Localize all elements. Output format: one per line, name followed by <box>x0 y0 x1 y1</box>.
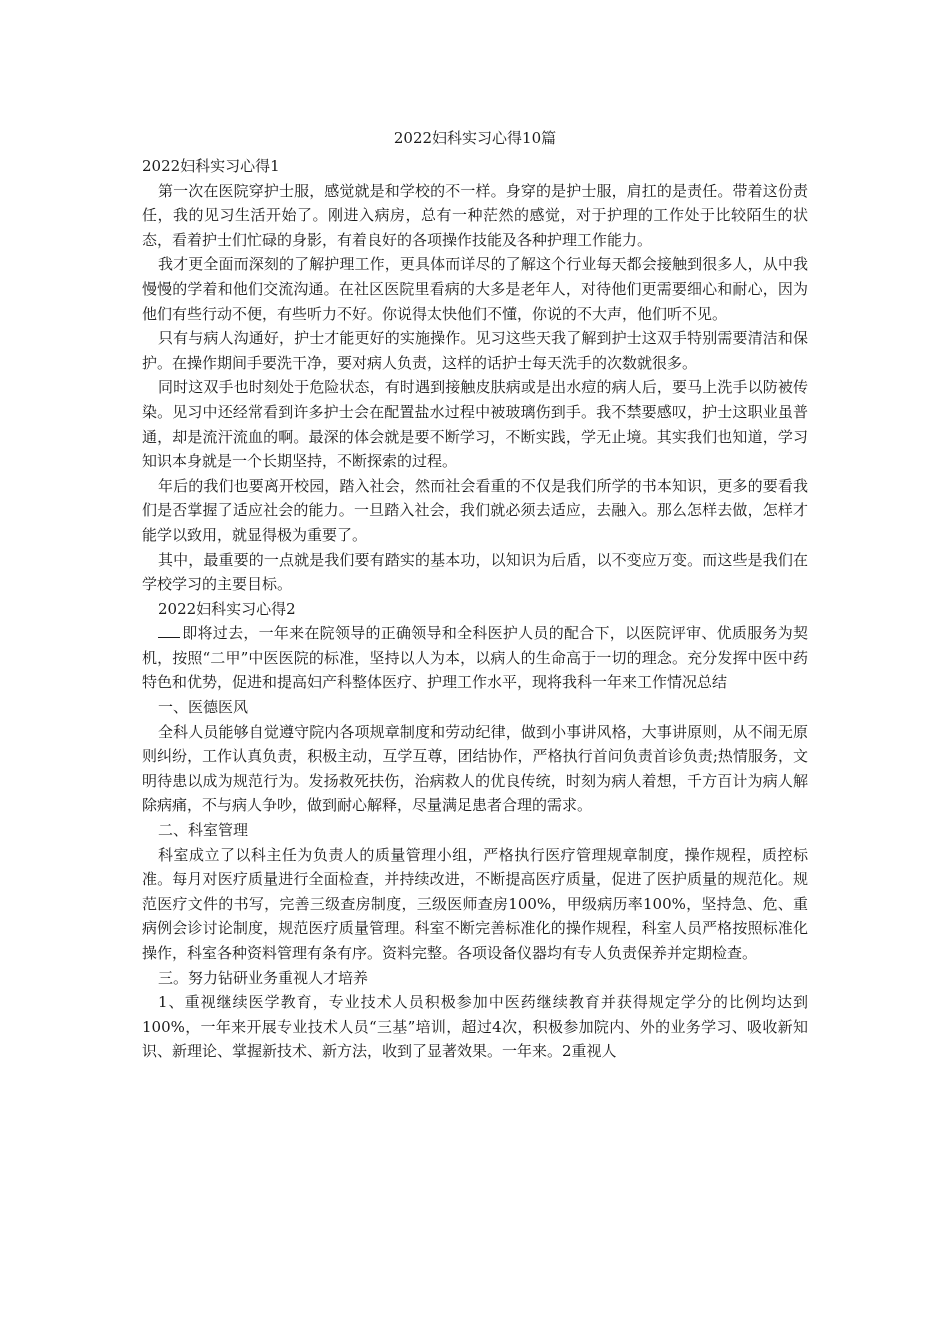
paragraph: 科室成立了以科主任为负责人的质量管理小组，严格执行医疗管理规章制度，操作规程，质控标准。每月对医疗质量进行全面检查，并持续改进，不断提高医疗质量，促进了医护质量的规范化。规范医疗文件的书写，完善三级查房制度，三级医师查房100%，甲级病历率100%，坚持急、危、重病例会诊讨论制度，规范医疗质量管理。科室不断完善标准化的操作规程，科室人员严格按照标准化操作，科室各种资料管理有条有序。资料完整。各项设备仪器均有专人负责保养并定期检查。 <box>142 845 808 962</box>
document-title: 2022妇科实习心得10篇 <box>393 129 557 147</box>
subsection-heading: 一、医德医风 <box>158 698 249 717</box>
fill-in-blank <box>158 623 180 638</box>
document-page <box>142 126 808 1064</box>
paragraph: 我才更全面而深刻的了解护理工作，更具体而详尽的了解这个行业每天都会接触到很多人，从中我慢慢的学着和他们交流沟通。在社区医院里看病的大多是老年人，对待他们更需要细心和耐心，因为他们有些行动不便，有些听力不好。你说得太快他们不懂，你说的不大声，他们听不见。 <box>142 255 808 323</box>
paragraph-with-blank <box>142 621 808 695</box>
paragraph: 第一次在医院穿护士服，感觉就是和学校的不一样。身穿的是护士服，肩扛的是责任。带着这份责任，我的见习生活开始了。刚进入病房，总有一种茫然的感觉，对于护理的工作处于比较陌生的状态，看着护士们忙碌的身影，有着良好的各项操作技能及各种护理工作能力。 <box>142 181 808 249</box>
paragraph: 只有与病人沟通好，护士才能更好的实施操作。见习这些天我了解到护士这双手特别需要清洁和保护。在操作期间手要洗干净，要对病人负责，这样的话护士每天洗手的次数就很多。 <box>142 329 808 372</box>
paragraph: 1、重视继续医学教育，专业技术人员积极参加中医药继续教育并获得规定学分的比例均达到100%，一年来开展专业技术人员“三基”培训，超过4次，积极参加院内、外的业务学习、吸收新知识、新理论、掌握新技术、新方法，收到了显著效果。一年来。2重视人 <box>142 993 808 1061</box>
paragraph: 全科人员能够自觉遵守院内各项规章制度和劳动纪律，做到小事讲风格，大事讲原则，从不闹无原则纠纷，工作认真负责，积极主动，互学互尊，团结协作，严格执行首问负责首诊负责;热情服务，文明待患以成为规范行为。发扬救死扶伤，治病救人的优良传统，时刻为病人着想，千方百计为病人解除病痛，不与病人争吵，做到耐心解释，尽量满足患者合理的需求。 <box>142 722 808 815</box>
paragraph: 其中，最重要的一点就是我们要有踏实的基本功，以知识为后盾，以不变应万变。而这些是我们在学校学习的主要目标。 <box>142 550 808 594</box>
paragraph: 同时这双手也时刻处于危险状态，有时遇到接触皮肤病或是出水痘的病人后，要马上洗手以防被传染。见习中还经常看到许多护士会在配置盐水过程中被玻璃伤到手。我不禁要感叹，护士这职业虽普通，却是流汗流血的啊。最深的体会就是要不断学习，不断实践，学无止境。其实我们也知道，学习知识本身就是一个长期坚持，不断探索的过程。 <box>142 378 808 471</box>
section-heading-2: 2022妇科实习心得2 <box>158 599 296 618</box>
subsection-heading: 三。努力钻研业务重视人才培养 <box>158 968 369 987</box>
paragraph: 年后的我们也要离开校园，踏入社会，然而社会看重的不仅是我们所学的书本知识，更多的要看我们是否掌握了适应社会的能力。一旦踏入社会，我们就必须去适应，去融入。那么怎样去做，怎样才能学以致用，就显得极为重要了。 <box>142 476 808 544</box>
subsection-heading: 二、科室管理 <box>158 821 249 840</box>
section-heading-1: 2022妇科实习心得1 <box>142 157 280 175</box>
paragraph-text: 即将过去，一年来在院领导的正确领导和全科医护人员的配合下，以医院评审、优质服务为契机，按照“二甲”中医医院的标准，坚持以人为本，以病人的生命高于一切的理念。充分发挥中医中药特色和优势，促进和提高妇产科整体医疗、护理工作水平，现将我科一年来工作情况总结 <box>142 624 808 692</box>
